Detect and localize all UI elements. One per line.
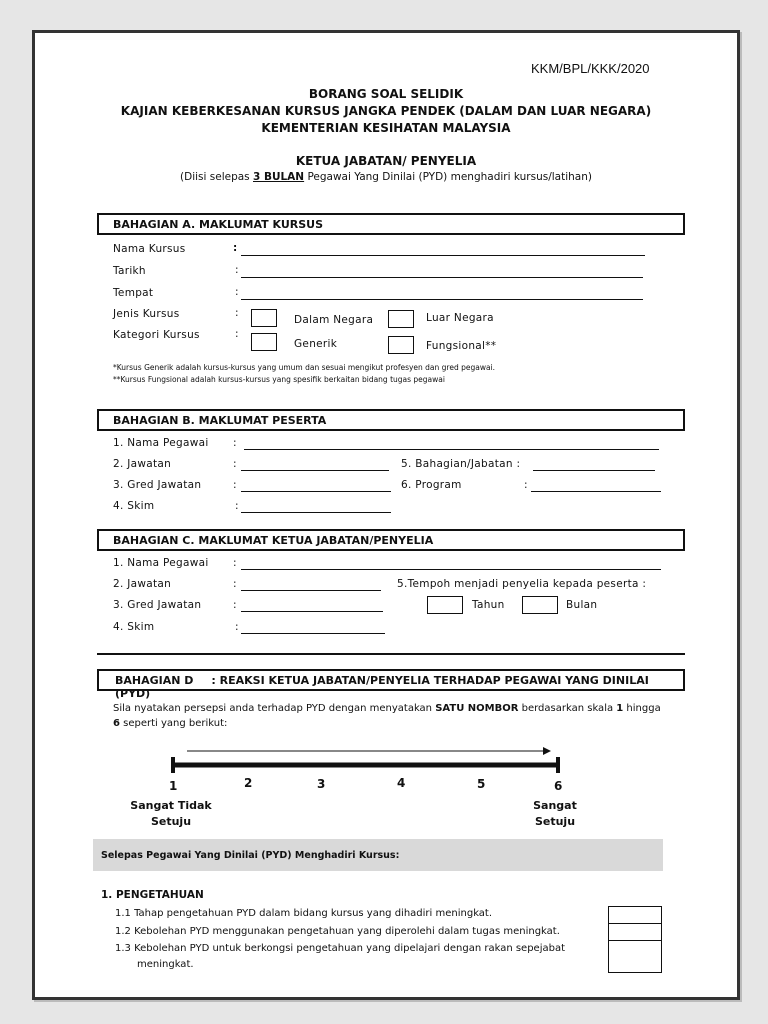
section-d-title: : REAKSI KETUA JABATAN/PENYELIA TERHADAP PEGAWAI YANG DINILAI (PYD) [115,674,649,700]
label-c-skim: 4. Skim [113,621,155,633]
colon: : [524,479,528,491]
scale-arrow-head [543,747,551,755]
label-tahun: Tahun [472,599,505,611]
colon: : [233,578,237,590]
instr-bold-1: SATU NOMBOR [435,703,519,714]
question-1-1: 1.1 Tahap pengetahuan PYD dalam bidang kursus yang dihadiri meningkat. [115,908,493,919]
question-heading: 1. PENGETAHUAN [101,889,204,901]
label-b-program: 6. Program [401,479,462,491]
c-nama-pegawai-field[interactable] [241,569,661,570]
instructions-line-2 [113,718,227,729]
section-d-header [97,669,685,700]
form-title-1: BORANG SOAL SELIDIK [308,87,464,101]
instr-bold-2: 1 [616,703,624,714]
label-dalam-negara: Dalam Negara [294,314,374,326]
scale-num-2: 2 [244,776,253,790]
fungsional-checkbox[interactable] [388,336,414,354]
note-fungsional: **Kursus Fungsional adalah kursus-kursus yang spesifik berkaitan bidang tugas pegawai [113,375,445,384]
colon: : [235,328,239,340]
answer-box-1-1[interactable] [608,906,662,924]
form-page [32,30,740,1000]
dalam-negara-checkbox[interactable] [251,309,277,327]
section-a-header: BAHAGIAN A. MAKLUMAT KURSUS [97,213,685,235]
colon: : [233,479,237,491]
instr2-post: seperti yang berikut: [119,718,228,729]
instr-pre: Sila nyatakan persepsi anda terhadap PYD dengan menyatakan [113,703,436,714]
scale-right-caption-2: Setuju [534,815,576,828]
form-code: KKM/BPL/KKK/2020 [531,61,650,76]
colon: : [233,458,237,470]
label-bulan: Bulan [566,599,598,611]
label-b-bahagian: 5. Bahagian/Jabatan : [401,458,521,470]
tarikh-field[interactable] [241,277,643,278]
b-skim-field[interactable] [241,512,391,513]
note-generik: *Kursus Generik adalah kursus-kursus yang umum dan sesuai mengikut profesyen dan gred pegawai. [113,363,496,372]
label-tarikh: Tarikh [113,265,146,277]
label-b-skim: 4. Skim [113,500,155,512]
scale-num-4: 4 [397,776,406,790]
label-kategori-kursus: Kategori Kursus [113,329,200,341]
scale-num-5: 5 [477,777,486,791]
colon: : [233,557,237,569]
label-nama-kursus: Nama Kursus [113,243,186,255]
instr-mid: berdasarkan skala [518,703,617,714]
label-b-nama-pegawai: 1. Nama Pegawai [113,437,209,449]
scale-left-caption-1: Sangat Tidak [130,799,212,812]
b-nama-pegawai-field[interactable] [244,449,659,450]
generik-checkbox[interactable] [251,333,277,351]
form-title-2: KAJIAN KEBERKESANAN KURSUS JANGKA PENDEK (DALAM DAN LUAR NEGARA) [120,104,652,118]
section-b-header: BAHAGIAN B. MAKLUMAT PESERTA [97,409,685,431]
c-skim-field[interactable] [241,633,385,634]
label-fungsional: Fungsional** [426,340,497,352]
colon: : [235,307,239,319]
section-divider [97,653,685,655]
label-c-jawatan: 2. Jawatan [113,578,172,590]
subtitle-bold: 3 BULAN [253,171,305,183]
label-b-gred: 3. Gred Jawatan [113,479,202,491]
label-b-jawatan: 2. Jawatan [113,458,172,470]
scale-num-6: 6 [554,779,563,793]
pyd-banner-text: Selepas Pegawai Yang Dinilai (PYD) Menghadiri Kursus: [101,850,400,861]
scale-left-caption-2: Setuju [150,815,192,828]
question-1-2: 1.2 Kebolehan PYD menggunakan pengetahuan yang diperolehi dalam tugas meningkat. [115,926,560,937]
label-luar-negara: Luar Negara [426,312,494,324]
question-1-3: 1.3 Kebolehan PYD untuk berkongsi pengetahuan yang dipelajari dengan rakan sepejabat [115,943,566,954]
label-generik: Generik [294,338,338,350]
subtitle-pre: (Diisi selepas [180,171,253,183]
b-program-field[interactable] [531,491,661,492]
scale-graphic [35,733,737,793]
colon: : [233,242,238,254]
section-d-prefix: BAHAGIAN D [115,674,194,687]
section-c-header: BAHAGIAN C. MAKLUMAT KETUA JABATAN/PENYELIA [97,529,685,551]
tempat-field[interactable] [241,299,643,300]
b-gred-field[interactable] [241,491,391,492]
answer-box-1-3[interactable] [608,940,662,973]
c-gred-field[interactable] [241,611,383,612]
label-tempat: Tempat [113,287,154,299]
label-jenis-kursus: Jenis Kursus [113,308,180,320]
c-jawatan-field[interactable] [241,590,381,591]
scale-right-caption-1: Sangat [533,799,577,812]
scale-num-1: 1 [169,779,178,793]
luar-negara-checkbox[interactable] [388,310,414,328]
tahun-box[interactable] [427,596,463,614]
label-c-tempoh: 5.Tempoh menjadi penyelia kepada peserta : [397,578,647,590]
form-subtitle [35,171,737,183]
answer-box-1-2[interactable] [608,923,662,941]
b-bahagian-field[interactable] [533,470,655,471]
colon: : [235,264,239,276]
instructions-line-1 [113,703,661,714]
b-jawatan-field[interactable] [241,470,389,471]
scale-num-3: 3 [317,777,326,791]
colon: : [235,621,239,633]
bulan-box[interactable] [522,596,558,614]
colon: : [235,286,239,298]
nama-kursus-field[interactable] [241,255,645,256]
form-title-4: KETUA JABATAN/ PENYELIA [295,154,477,168]
colon: : [235,500,239,512]
pyd-banner [93,839,663,871]
question-1-3-cont: meningkat. [137,959,194,970]
label-c-nama-pegawai: 1. Nama Pegawai [113,557,209,569]
form-title-3: KEMENTERIAN KESIHATAN MALAYSIA [261,121,511,135]
instr-post: hingga [623,703,661,714]
colon: : [233,437,237,449]
colon: : [233,599,237,611]
subtitle-post: Pegawai Yang Dinilai (PYD) menghadiri kursus/latihan) [304,171,592,183]
label-c-gred: 3. Gred Jawatan [113,599,202,611]
instr2-bold: 6 [113,718,120,729]
